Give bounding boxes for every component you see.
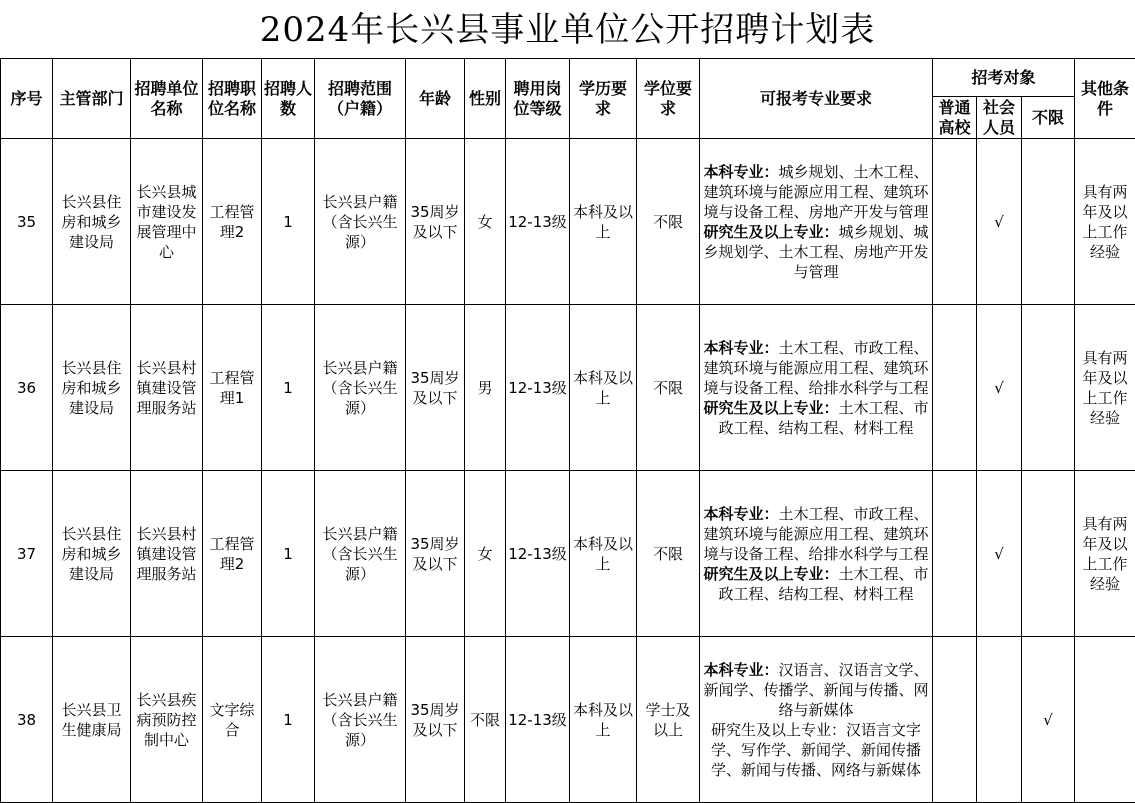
- cell-age: 35周岁及以下: [406, 139, 465, 305]
- header-target-school: 普通高校: [933, 97, 977, 139]
- major-postgrad-label: 研究生及以上专业：: [710, 720, 846, 739]
- cell-edu: 本科及以上: [570, 471, 637, 637]
- major-postgrad-label: 研究生及以上专业：: [703, 398, 839, 417]
- cell-major: [700, 637, 933, 803]
- cell-position: 工程管理2: [203, 471, 262, 637]
- header-edu: 学历要求: [570, 59, 637, 139]
- header-other: 其他条件: [1075, 59, 1135, 139]
- cell-target-social: √: [977, 305, 1022, 471]
- cell-grade: 12-13级: [506, 139, 570, 305]
- cell-major: [700, 471, 933, 637]
- major-undergrad-label: 本科专业：: [703, 660, 779, 679]
- cell-scope: 长兴县户籍（含长兴生源）: [315, 305, 406, 471]
- header-degree: 学位要求: [637, 59, 700, 139]
- major-undergrad-label: 本科专业：: [703, 162, 779, 181]
- table-row: [1, 637, 1135, 803]
- cell-gender: 不限: [465, 637, 506, 803]
- cell-degree: 不限: [637, 139, 700, 305]
- table-row: [1, 305, 1135, 471]
- cell-gender: 女: [465, 139, 506, 305]
- header-grade: 聘用岗位等级: [506, 59, 570, 139]
- cell-count: 1: [262, 139, 315, 305]
- cell-dept: 长兴县住房和城乡建设局: [53, 305, 131, 471]
- cell-target-any: [1022, 139, 1075, 305]
- cell-unit: 长兴县村镇建设管理服务站: [131, 305, 203, 471]
- header-row: [1, 59, 1135, 97]
- header-gender: 性别: [465, 59, 506, 139]
- cell-grade: 12-13级: [506, 305, 570, 471]
- table-row: [1, 471, 1135, 637]
- header-target-social: 社会人员: [977, 97, 1022, 139]
- major-postgrad-label: 研究生及以上专业：: [703, 564, 839, 583]
- major-undergrad-list: 土木工程、市政工程、建筑环境与能源应用工程、建筑环境与设备工程、给排水科学与工程: [703, 338, 929, 397]
- cell-major: [700, 139, 933, 305]
- header-unit: 招聘单位名称: [131, 59, 203, 139]
- major-postgrad-list: 城乡规划、城乡规划学、土木工程、房地产开发与管理: [703, 222, 929, 281]
- cell-seq: 38: [1, 637, 53, 803]
- header-major: 可报考专业要求: [700, 59, 933, 139]
- header-target-any: 不限: [1022, 97, 1075, 139]
- header-target: 招考对象: [933, 59, 1075, 97]
- cell-edu: 本科及以上: [570, 637, 637, 803]
- cell-target-any: [1022, 305, 1075, 471]
- cell-scope: 长兴县户籍（含长兴生源）: [315, 637, 406, 803]
- cell-dept: 长兴县住房和城乡建设局: [53, 471, 131, 637]
- cell-age: 35周岁及以下: [406, 471, 465, 637]
- cell-position: 文字综合: [203, 637, 262, 803]
- cell-grade: 12-13级: [506, 471, 570, 637]
- cell-target-any: [1022, 471, 1075, 637]
- header-dept: 主管部门: [53, 59, 131, 139]
- cell-target-social: [977, 637, 1022, 803]
- cell-age: 35周岁及以下: [406, 637, 465, 803]
- cell-count: 1: [262, 305, 315, 471]
- header-scope: 招聘范围（户籍）: [315, 59, 406, 139]
- cell-dept: 长兴县住房和城乡建设局: [53, 139, 131, 305]
- cell-degree: 不限: [637, 471, 700, 637]
- major-undergrad-list: 汉语言、汉语言文学、新闻学、传播学、新闻与传播、网络与新媒体: [703, 660, 929, 719]
- cell-seq: 37: [1, 471, 53, 637]
- cell-target-school: [933, 637, 977, 803]
- cell-scope: 长兴县户籍（含长兴生源）: [315, 139, 406, 305]
- major-undergrad-label: 本科专业：: [703, 504, 779, 523]
- cell-gender: 女: [465, 471, 506, 637]
- cell-unit: 长兴县疾病预防控制中心: [131, 637, 203, 803]
- cell-other: [1075, 637, 1135, 803]
- cell-degree: 学士及以上: [637, 637, 700, 803]
- recruitment-plan-table: [0, 58, 1135, 803]
- cell-grade: 12-13级: [506, 637, 570, 803]
- cell-degree: 不限: [637, 305, 700, 471]
- cell-age: 35周岁及以下: [406, 305, 465, 471]
- cell-edu: 本科及以上: [570, 305, 637, 471]
- cell-seq: 36: [1, 305, 53, 471]
- cell-target-school: [933, 471, 977, 637]
- header-age: 年龄: [406, 59, 465, 139]
- cell-other: 具有两年及以上工作经验: [1075, 471, 1135, 637]
- cell-position: 工程管理1: [203, 305, 262, 471]
- header-seq: 序号: [1, 59, 53, 139]
- major-undergrad-list: 土木工程、市政工程、建筑环境与能源应用工程、建筑环境与设备工程、给排水科学与工程: [703, 504, 929, 563]
- header-position: 招聘职位名称: [203, 59, 262, 139]
- cell-target-any: √: [1022, 637, 1075, 803]
- cell-scope: 长兴县户籍（含长兴生源）: [315, 471, 406, 637]
- cell-dept: 长兴县卫生健康局: [53, 637, 131, 803]
- cell-count: 1: [262, 637, 315, 803]
- page-title: 2024年长兴县事业单位公开招聘计划表: [259, 10, 876, 50]
- major-postgrad-label: 研究生及以上专业：: [703, 222, 839, 241]
- cell-target-social: √: [977, 471, 1022, 637]
- cell-major: [700, 305, 933, 471]
- cell-count: 1: [262, 471, 315, 637]
- header-count: 招聘人数: [262, 59, 315, 139]
- major-postgrad-list: 土木工程、市政工程、结构工程、材料工程: [718, 398, 929, 437]
- cell-unit: 长兴县城市建设发展管理中心: [131, 139, 203, 305]
- cell-other: 具有两年及以上工作经验: [1075, 139, 1135, 305]
- cell-position: 工程管理2: [203, 139, 262, 305]
- table-row: [1, 139, 1135, 305]
- major-undergrad-list: 城乡规划、土木工程、建筑环境与能源应用工程、建筑环境与设备工程、房地产开发与管理: [703, 162, 929, 221]
- cell-other: 具有两年及以上工作经验: [1075, 305, 1135, 471]
- major-postgrad-list: 土木工程、市政工程、结构工程、材料工程: [718, 564, 929, 603]
- cell-gender: 男: [465, 305, 506, 471]
- cell-edu: 本科及以上: [570, 139, 637, 305]
- cell-target-social: √: [977, 139, 1022, 305]
- major-undergrad-label: 本科专业：: [703, 338, 779, 357]
- cell-unit: 长兴县村镇建设管理服务站: [131, 471, 203, 637]
- cell-seq: 35: [1, 139, 53, 305]
- cell-target-school: [933, 305, 977, 471]
- cell-target-school: [933, 139, 977, 305]
- major-postgrad-list: 汉语言文字学、写作学、新闻学、新闻传播学、新闻与传播、网络与新媒体: [710, 720, 922, 779]
